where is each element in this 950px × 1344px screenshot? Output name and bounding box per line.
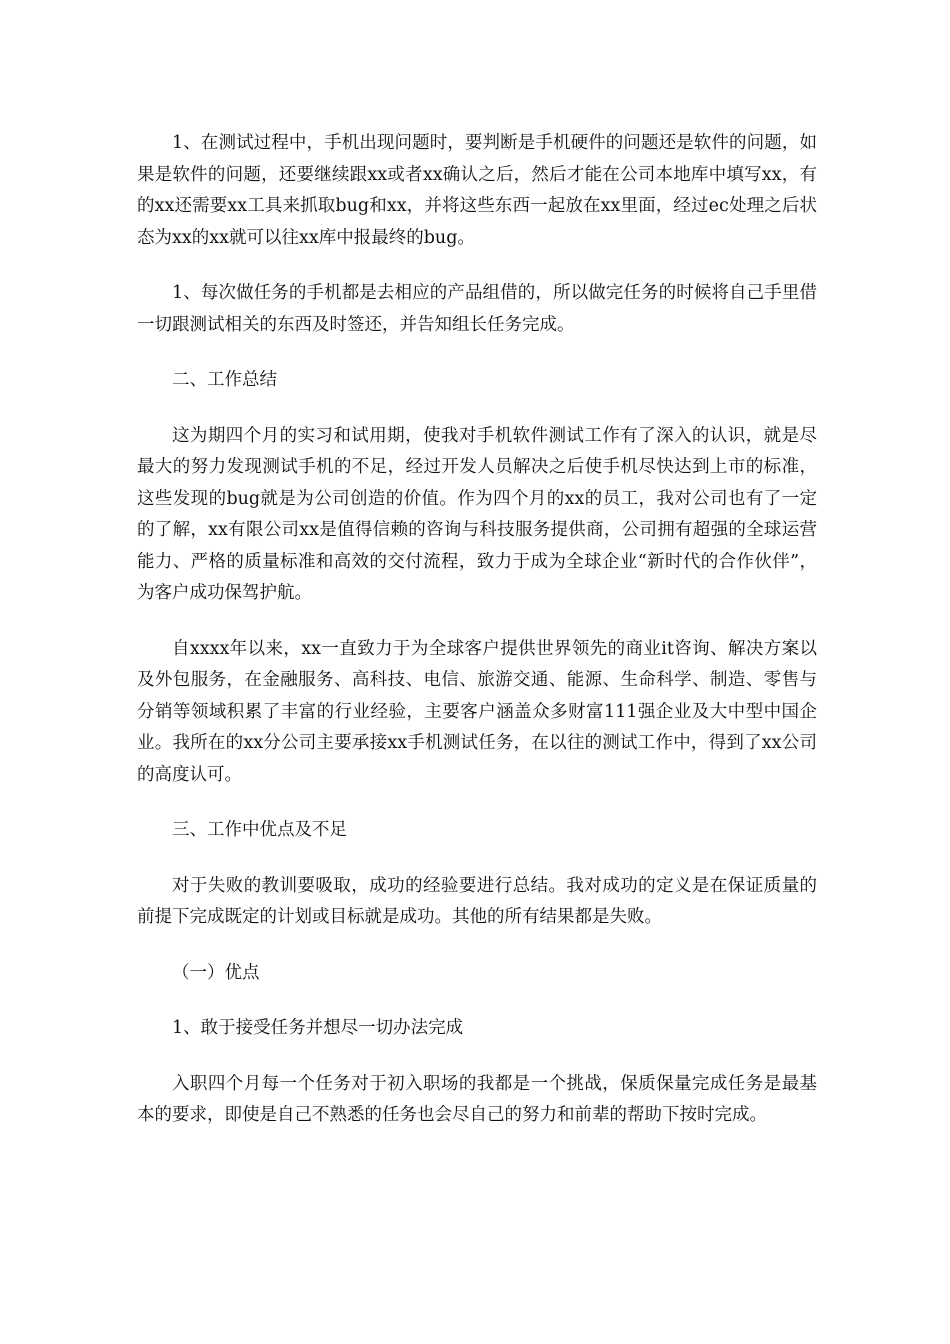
paragraph-summary-internship: 这为期四个月的实习和试用期，使我对手机软件测试工作有了深入的认识，就是尽最大的努力发现测试手机的不足，经过开发人员解决之后使手机尽快达到上市的标准，这些发现的bug就是为公司创造的价值。作为四个月的xx的员工，我对公司也有了一定的了解，xx有限公司xx是值得信赖的咨询与科技服务提供商，公司拥有超强的全球运营能力、严格的质量标准和高效的交付流程，致力于成为全球企业“新时代的合作伙伴”，为客户成功保驾护航。 [137, 425, 817, 603]
heading-accept-tasks: 1、敢于接受任务并想尽一切办法完成 [172, 1018, 464, 1038]
paragraph-bug-reporting: 1、在测试过程中，手机出现问题时，要判断是手机硬件的问题还是软件的问题，如果是软件的问题，还要继续跟xx或者xx确认之后，然后才能在公司本地库中填写xx，有的xx还需要xx工具来抓取bug和xx，并将这些东西一起放在xx里面，经过ec处理之后状态为xx的xx就可以往xx库中报最终的bug。 [137, 133, 817, 248]
paragraph-task-challenge: 入职四个月每一个任务对于初入职场的我都是一个挑战，保质保量完成任务是最基本的要求，即使是自己不熟悉的任务也会尽自己的努力和前辈的帮助下按时完成。 [137, 1073, 817, 1125]
heading-strengths: （一）优点 [172, 962, 260, 983]
heading-work-summary: 二、工作总结 [172, 370, 277, 390]
paragraph-return-phones: 1、每次做任务的手机都是去相应的产品组借的，所以做完任务的时候将自己手里借一切跟测试相关的东西及时签还，并告知组长任务完成。 [137, 283, 817, 335]
paragraph-company-intro: 自xxxx年以来，xx一直致力于为全球客户提供世界领先的商业it咨询、解决方案以及外包服务，在金融服务、高科技、电信、旅游交通、能源、生命科学、制造、零售与分销等领域积累了丰富的行业经验，主要客户涵盖众多财富111强企业及大中型中国企业。我所在的xx分公司主要承接xx手机测试任务，在以往的测试工作中，得到了xx公司的高度认可。 [137, 638, 817, 785]
heading-strengths-weaknesses: 三、工作中优点及不足 [172, 820, 347, 840]
document-body [137, 128, 817, 1132]
paragraph-success-definition: 对于失败的教训要吸取，成功的经验要进行总结。我对成功的定义是在保证质量的前提下完成既定的计划或目标就是成功。其他的所有结果都是失败。 [137, 875, 817, 927]
